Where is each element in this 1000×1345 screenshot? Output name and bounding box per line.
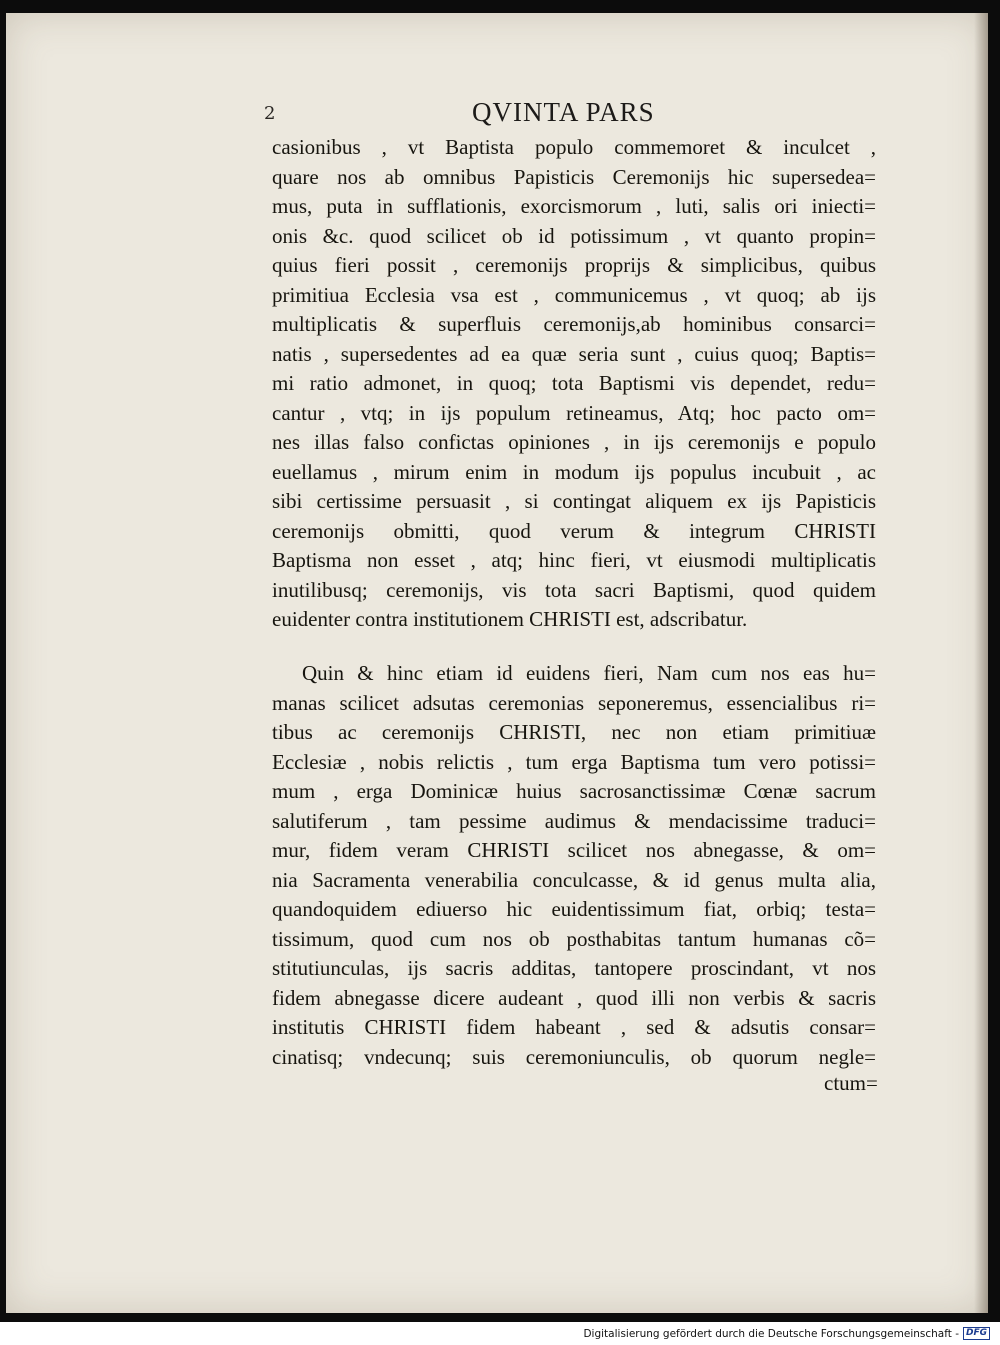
text-line: institutis CHRISTI fidem habeant , sed & adsutis consar=: [272, 1015, 876, 1039]
text-line: casionibus , vt Baptista populo commemoret & inculcet ,: [272, 135, 876, 159]
text-line: quius fieri possit , ceremonijs proprijs & simplicibus, quibus: [272, 253, 876, 277]
text-line: cinatisq; vndecunq; suis ceremoniunculis, ob quorum negle=: [272, 1044, 876, 1069]
dfg-logo-icon: DFG: [963, 1327, 990, 1340]
text-line: nes illas falso confictas opiniones , in ijs ceremonijs e populo: [272, 430, 876, 454]
text-line: sibi certissime persuasit , si contingat aliquem ex ijs Papisticis: [272, 489, 876, 513]
text-line: inutilibusq; ceremonijs, vis tota sacri Baptismi, quod quidem: [272, 577, 876, 602]
footer-text: Digitalisierung gefördert durch die Deutsche Forschungsgemeinschaft -: [583, 1327, 959, 1340]
page-number: 2: [264, 103, 276, 124]
text-line: stitutiunculas, ijs sacris additas, tantopere proscindant, vt nos: [272, 956, 876, 980]
text-line: mum , erga Dominicæ huius sacrosanctissimæ Cœnæ sacrum: [272, 779, 876, 803]
text-line: manas scilicet adsutas ceremonias seponeremus, essencialibus ri=: [272, 690, 876, 715]
paragraph-1: [272, 133, 876, 635]
text-line: tibus ac ceremonijs CHRISTI, nec non etiam primitiuæ: [272, 720, 876, 744]
text-line: onis &c. quod scilicet ob id potissimum , vt quanto propin=: [272, 223, 876, 248]
paragraph-2: [272, 659, 876, 1072]
text-line: fidem abnegasse dicere audeant , quod illi non verbis & sacris: [272, 985, 876, 1010]
text-line: Quin & hinc etiam id euidens fieri, Nam cum nos eas hu=: [302, 661, 876, 685]
text-line: mur, fidem veram CHRISTI scilicet nos abnegasse, & om=: [272, 838, 876, 862]
catchword: ctum=: [824, 1071, 878, 1095]
text-line: cantur , vtq; in ijs populum retineamus, Atq; hoc pacto om=: [272, 400, 876, 425]
text-line: euidenter contra institutionem CHRISTI est, adscribatur.: [272, 607, 748, 631]
text-line: salutiferum , tam pessime audimus & mendacissime traduci=: [272, 808, 876, 833]
book-page: [6, 13, 988, 1313]
text-line: Baptisma non esset , atq; hinc fieri, vt eiusmodi multiplicatis: [272, 548, 876, 572]
digitization-footer: [583, 1327, 990, 1340]
text-line: mus, puta in sufflationis, exorcismorum , luti, salis ori iniecti=: [272, 194, 876, 218]
text-line: ceremonijs obmitti, quod verum & integrum CHRISTI: [272, 518, 876, 543]
text-line: primitiua Ecclesia vsa est , communicemus , vt quoq; ab ijs: [272, 282, 876, 307]
text-line: natis , supersedentes ad ea quæ seria sunt , cuius quoq; Baptis=: [272, 341, 876, 366]
text-line: quare nos ab omnibus Papisticis Ceremonijs hic supersedea=: [272, 164, 876, 189]
text-line: Ecclesiæ , nobis relictis , tum erga Baptisma tum vero potissi=: [272, 749, 876, 774]
text-line: mi ratio admonet, in quoq; tota Baptismi vis dependet, redu=: [272, 371, 876, 395]
text-line: quandoquidem ediuerso hic euidentissimum fiat, orbiq; testa=: [272, 897, 876, 921]
text-line: multiplicatis & superfluis ceremonijs,ab hominibus consarci=: [272, 312, 876, 336]
text-line: euellamus , mirum enim in modum ijs populus incubuit , ac: [272, 459, 876, 484]
text-line: tissimum, quod cum nos ob posthabitas tantum humanas cõ=: [272, 926, 876, 951]
text-line: nia Sacramenta venerabilia conculcasse, & id genus multa alia,: [272, 867, 876, 892]
running-head: QVINTA PARS: [472, 97, 655, 127]
